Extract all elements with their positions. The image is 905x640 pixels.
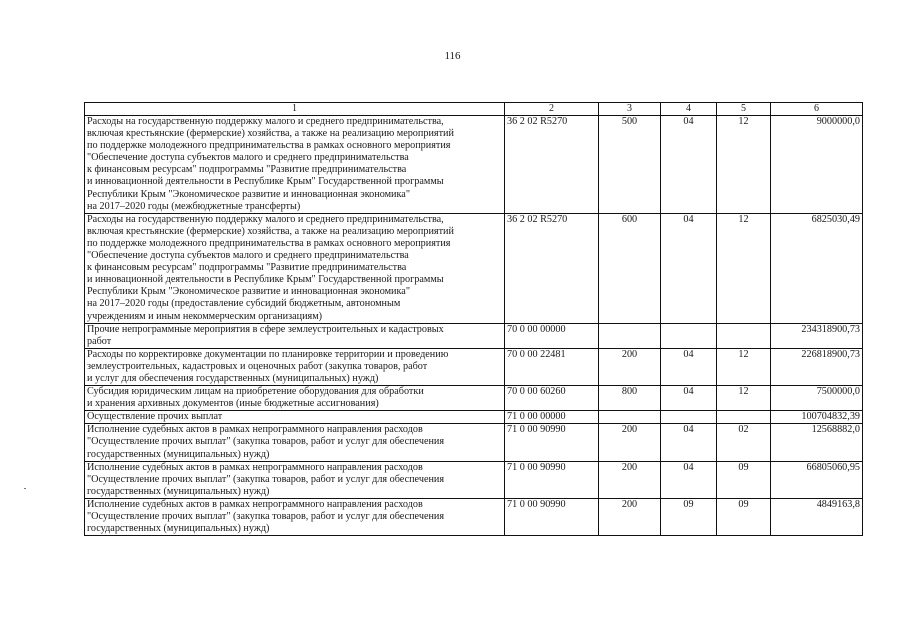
row-subsection: 09 [717, 461, 771, 498]
row-amount: 12568882,0 [771, 424, 863, 461]
row-subsection: 12 [717, 213, 771, 323]
table-row [85, 498, 863, 535]
row-description: Расходы на государственную поддержку малого и среднего предпринимательства, включая крестьянские (фермерские) хозяйства, а также на реализацию мероприятий по поддержке молодежного предпринимательства в рамках основного мероприятия "Обеспечение доступа субъектов малого и среднего предпринимательства к финансовым ресурсам" подпрограммы "Развитие предпринимательства и инновационной деятельности в Республике Крым" Государственной программы Республики Крым "Экономическое развитие и инновационная экономика" на 2017–2020 годы (предоставление субсидий бюджетным, автономным учреждениям и иным некоммерческим организациям) [85, 213, 505, 323]
row-subsection: 09 [717, 498, 771, 535]
row-subsection: 12 [717, 116, 771, 214]
header-col-amount: 6 [771, 103, 863, 116]
budget-table [84, 102, 863, 536]
row-description: Исполнение судебных актов в рамках непрограммного направления расходов "Осуществление прочих выплат" (закупка товаров, работ и услуг для обеспечения государственных (муниципальных) нужд) [85, 424, 505, 461]
table-row [85, 461, 863, 498]
row-description: Исполнение судебных актов в рамках непрограммного направления расходов "Осуществление прочих выплат" (закупка товаров, работ и услуг для обеспечения государственных (муниципальных) нужд) [85, 498, 505, 535]
header-col-code: 2 [505, 103, 599, 116]
row-amount: 100704832,39 [771, 411, 863, 424]
page-number: 116 [444, 50, 461, 62]
row-target-code: 70 0 00 60260 [505, 386, 599, 411]
row-expense-type: 800 [599, 386, 661, 411]
header-col-name: 1 [85, 103, 505, 116]
row-amount: 4849163,8 [771, 498, 863, 535]
row-description: Расходы на государственную поддержку малого и среднего предпринимательства, включая крестьянские (фермерские) хозяйства, а также на реализацию мероприятий по поддержке молодежного предпринимательства в рамках основного мероприятия "Обеспечение доступа субъектов малого и среднего предпринимательства к финансовым ресурсам" подпрограммы "Развитие предпринимательства и инновационной деятельности в Республике Крым" Государственной программы Республики Крым "Экономическое развитие и инновационная экономика" на 2017–2020 годы (межбюджетные трансферты) [85, 116, 505, 214]
row-section [661, 323, 717, 348]
row-amount: 6825030,49 [771, 213, 863, 323]
row-subsection [717, 323, 771, 348]
row-target-code: 71 0 00 90990 [505, 498, 599, 535]
table-row [85, 411, 863, 424]
row-expense-type: 500 [599, 116, 661, 214]
table-row [85, 424, 863, 461]
row-expense-type: 200 [599, 461, 661, 498]
row-section: 04 [661, 424, 717, 461]
row-target-code: 71 0 00 00000 [505, 411, 599, 424]
row-section [661, 411, 717, 424]
row-subsection: 12 [717, 386, 771, 411]
row-description: Осуществление прочих выплат [85, 411, 505, 424]
row-description: Прочие непрограммные мероприятия в сфере землеустроительных и кадастровых работ [85, 323, 505, 348]
row-amount: 66805060,95 [771, 461, 863, 498]
header-col-type: 3 [599, 103, 661, 116]
row-section: 04 [661, 116, 717, 214]
row-subsection: 12 [717, 348, 771, 385]
row-amount: 226818900,73 [771, 348, 863, 385]
row-amount: 234318900,73 [771, 323, 863, 348]
row-expense-type: 200 [599, 498, 661, 535]
row-amount: 9000000,0 [771, 116, 863, 214]
row-target-code: 70 0 00 00000 [505, 323, 599, 348]
row-target-code: 71 0 00 90990 [505, 424, 599, 461]
row-expense-type [599, 411, 661, 424]
row-section: 04 [661, 213, 717, 323]
row-target-code: 70 0 00 22481 [505, 348, 599, 385]
row-subsection [717, 411, 771, 424]
table-row [85, 386, 863, 411]
scan-speck [24, 488, 26, 489]
row-target-code: 71 0 00 90990 [505, 461, 599, 498]
row-section: 04 [661, 386, 717, 411]
row-description: Исполнение судебных актов в рамках непрограммного направления расходов "Осуществление прочих выплат" (закупка товаров, работ и услуг для обеспечения государственных (муниципальных) нужд) [85, 461, 505, 498]
header-col-subsection: 5 [717, 103, 771, 116]
row-description: Субсидия юридическим лицам на приобретение оборудования для обработки и хранения архивных документов (иные бюджетные ассигнования) [85, 386, 505, 411]
table-row [85, 323, 863, 348]
row-amount: 7500000,0 [771, 386, 863, 411]
table-row [85, 213, 863, 323]
row-expense-type: 600 [599, 213, 661, 323]
row-target-code: 36 2 02 R5270 [505, 116, 599, 214]
row-section: 04 [661, 461, 717, 498]
row-expense-type: 200 [599, 348, 661, 385]
row-expense-type [599, 323, 661, 348]
row-target-code: 36 2 02 R5270 [505, 213, 599, 323]
table-row [85, 348, 863, 385]
table-row [85, 116, 863, 214]
row-expense-type: 200 [599, 424, 661, 461]
row-section: 04 [661, 348, 717, 385]
header-col-section: 4 [661, 103, 717, 116]
header-row [85, 103, 863, 116]
row-subsection: 02 [717, 424, 771, 461]
row-section: 09 [661, 498, 717, 535]
row-description: Расходы по корректировке документации по планировке территории и проведению землеустроительных, кадастровых и оценочных работ (закупка товаров, работ и услуг для обеспечения государственных (муниципальных) нужд) [85, 348, 505, 385]
